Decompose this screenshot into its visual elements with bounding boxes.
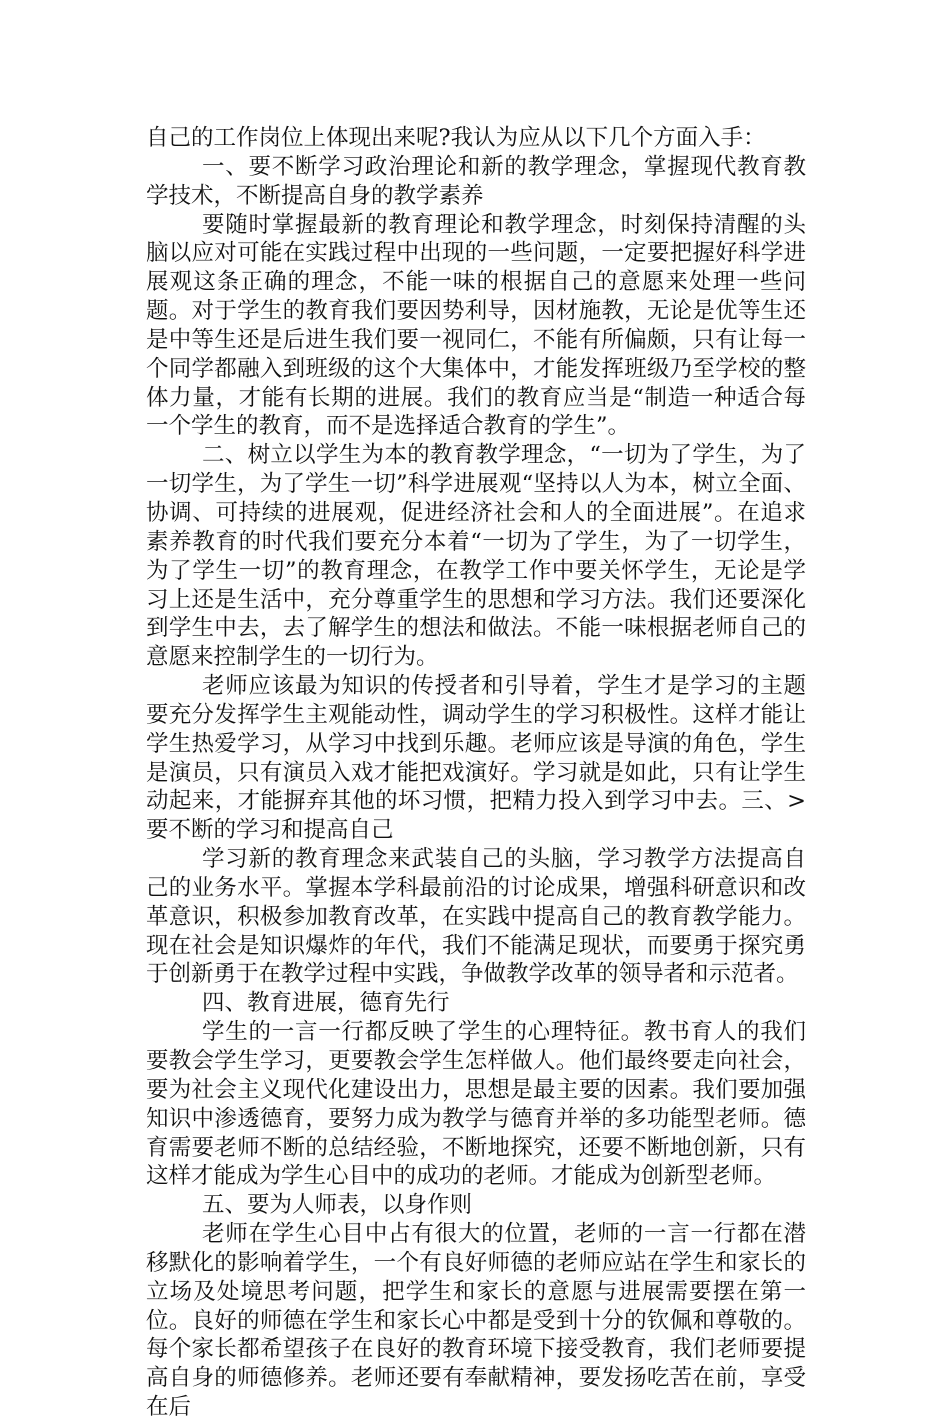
section-heading: 四、教育进展，德育先行 xyxy=(202,990,450,1017)
paragraph: 学生的一言一行都反映了学生的心理特征。教书育人的我们要教会学生学习，更要教会学生怎样做人。他们最终要走向社会，要为社会主义现代化建设出力，思想是最主要的因素。我们要加强知识中渗透德育，要努力成为教学与德育并举的多功能型老师。德育需要老师不断的总结经验，不断地探究，还要不断地创新，只有这样才能成为学生心目中的成功的老师。才能成为创新型老师。 xyxy=(146,1019,806,1190)
section-heading: 二、树立以学生为本的教育教学理念，“一切为了学生，为了一切学生，为了学生一切”科学进展观“坚持以人为本，树立全面、协调、可持续的进展观，促进经济社会和人的全面进展”。在追求素养教育的时代我们要充分本着“一切为了学生，为了一切学生，为了学生一切”的教育理念，在教学工作中要关怀学生，无论是学习上还是生活中，充分尊重学生的思想和学习方法。我们还要深化到学生中去，去了解学生的想法和做法。不能一味根据老师自己的意愿来控制学生的一切行为。 xyxy=(146,442,806,671)
section-heading: 一、要不断学习政治理论和新的教学理念，掌握现代教育教学技术，不断提高自身的教学素养 xyxy=(146,153,806,209)
paragraph: 自己的工作岗位上体现出来呢?我认为应从以下几个方面入手： xyxy=(146,125,766,151)
paragraph: 老师在学生心目中占有很大的位置，老师的一言一行都在潜移默化的影响着学生，一个有良好师德的老师应站在学生和家长的立场及处境思考问题，把学生和家长的意愿与进展需要摆在第一位。良好的师德在学生和家长心中都是受到十分的钦佩和尊敬的。每个家长都希望孩子在良好的教育环境下接受教育，我们老师要提高自身的师德修养。老师还要有奉献精神，要发扬吃苦在前，享受在后 xyxy=(146,1221,806,1421)
section-heading: 五、要为人师表，以身作则 xyxy=(202,1192,473,1219)
paragraph: 要随时掌握最新的教育理论和教学理念，时刻保持清醒的头脑以应对可能在实践过程中出现的一些问题，一定要把握好科学进展观这条正确的理念，不能一味的根据自己的意愿来处理一些问题。对于学生的教育我们要因势利导，因材施教，无论是优等生还是中等生还是后进生我们要一视同仁，不能有所偏颇，只有让每一个同学都融入到班级的这个大集体中，才能发挥班级乃至学校的整体力量，才能有长期的进展。我们的教育应当是“制造一种适合每一个学生的教育，而不是选择适合教育的学生”。 xyxy=(146,211,806,440)
body-text xyxy=(146,124,806,1422)
paragraph: 学习新的教育理念来武装自己的头脑，学习教学方法提高自己的业务水平。掌握本学科最前沿的讨论成果，增强科研意识和改革意识，积极参加教育改革，在实践中提高自己的教育教学能力。现在社会是知识爆炸的年代，我们不能满足现状，而要勇于探究勇于创新勇于在教学过程中实践，争做教学改革的领导者和示范者。 xyxy=(146,846,806,988)
paragraph: 老师应该最为知识的传授者和引导着，学生才是学习的主题要充分发挥学生主观能动性，调动学生的学习积极性。这样才能让学生热爱学习，从学习中找到乐趣。老师应该是导演的角色，学生是演员，只有演员入戏才能把戏演好。学习就是如此，只有让学生动起来，才能摒弃其他的坏习惯，把精力投入到学习中去。三、>要不断的学习和提高自己 xyxy=(146,673,806,844)
